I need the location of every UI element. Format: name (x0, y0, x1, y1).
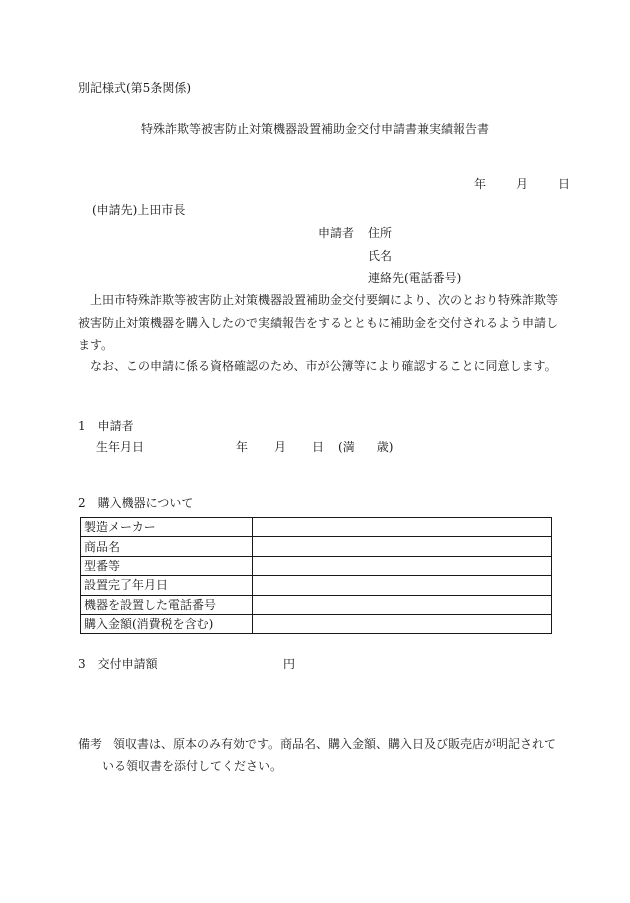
dob-fields (236, 440, 393, 454)
document-title: 特殊詐欺等被害防止対策機器設置補助金交付申請書兼実績報告書 (140, 122, 489, 136)
device-table (80, 517, 552, 634)
date-day: 日 (558, 177, 571, 191)
applicant-contact-label: 連絡先(電話番号) (368, 271, 462, 285)
date-year: 年 (474, 177, 487, 191)
row-value[interactable] (253, 576, 552, 595)
form-label: 別記様式(第5条関係) (78, 81, 191, 95)
note-line1: 領収書は、原本のみ有効です。商品名、購入金額、購入日及び販売店が明記されて (113, 737, 557, 751)
note-label: 備考 (78, 737, 103, 751)
table-row (81, 556, 552, 575)
row-label: 設置完了年月日 (81, 576, 253, 595)
date-month: 月 (516, 177, 529, 191)
row-value[interactable] (253, 595, 552, 614)
applicant-label: 申請者 (318, 226, 355, 240)
table-row (81, 576, 552, 595)
table-row (81, 537, 552, 556)
section1-title: 1 申請者 (78, 419, 134, 433)
row-value[interactable] (253, 518, 552, 537)
row-value[interactable] (253, 614, 552, 633)
dob-label: 生年月日 (96, 440, 145, 454)
dob-year: 年 (236, 440, 249, 454)
row-value[interactable] (253, 556, 552, 575)
section3-title: 3 交付申請額 (78, 657, 158, 671)
table-row (81, 518, 552, 537)
applicant-name-label: 氏名 (368, 249, 393, 263)
row-label: 購入金額(消費税を含む) (81, 614, 253, 633)
row-label: 型番等 (81, 556, 253, 575)
row-label: 製造メーカー (81, 518, 253, 537)
consent-paragraph: なお、この申請に係る資格確認のため、市が公簿等により確認することに同意します。 (90, 359, 557, 373)
addressee: (申請先)上田市長 (92, 203, 186, 217)
age-open: (満 (338, 440, 355, 454)
date-line (474, 177, 570, 191)
applicant-address-label: 住所 (368, 226, 393, 240)
table-row (81, 595, 552, 614)
row-label: 機器を設置した電話番号 (81, 595, 253, 614)
body-paragraph: 上田市特殊詐欺等被害防止対策機器設置補助金交付要綱により、次のとおり特殊詐欺等被害防止対策機器を購入したので実績報告をするとともに補助金を交付されるよう申請します。 (78, 293, 559, 352)
dob-month: 月 (274, 440, 287, 454)
note-line2: いる領収書を添付してください。 (102, 759, 283, 773)
amount-unit: 円 (283, 657, 296, 671)
table-row (81, 614, 552, 633)
row-label: 商品名 (81, 537, 253, 556)
row-value[interactable] (253, 537, 552, 556)
age-close: 歳) (376, 440, 394, 454)
dob-day: 日 (312, 440, 325, 454)
section2-title: 2 購入機器について (78, 496, 194, 510)
